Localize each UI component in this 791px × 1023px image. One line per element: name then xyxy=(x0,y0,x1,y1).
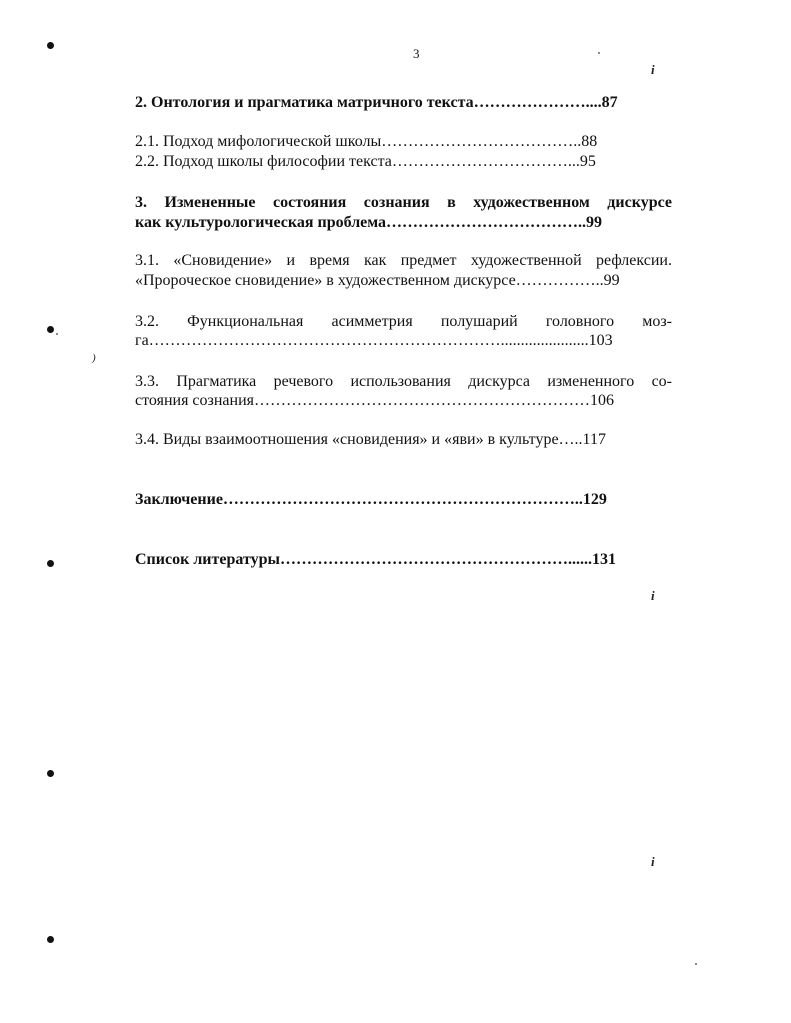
toc-section-3-4: 3.4. Виды взаимоотношения «сновидения» и «яви» в культуре…..117 xyxy=(135,431,606,448)
toc-section-2-2: 2.2. Подход школы философии текста……………………………...95 xyxy=(135,153,596,170)
punch-hole xyxy=(47,326,54,333)
toc-conclusion: Заключение…………………………………………………………..129 xyxy=(135,491,607,508)
toc-bibliography: Список литературы………………………………………………......131 xyxy=(135,551,616,568)
punch-hole xyxy=(47,560,54,567)
toc-section-3-3-line1: 3.3. Прагматика речевого использования дискурса измененного со- xyxy=(135,373,672,390)
toc-chapter-3-line2: как культурологическая проблема………………………………..99 xyxy=(135,214,603,231)
punch-hole xyxy=(47,770,54,777)
scan-mark: ) xyxy=(92,352,96,364)
toc-chapter-2: 2. Онтология и прагматика матричного текста…………………....87 xyxy=(135,94,618,111)
speck xyxy=(56,333,58,335)
toc-section-3-2-line1: 3.2. Функциональная асимметрия полушарий головного моз- xyxy=(135,313,672,330)
punch-hole xyxy=(47,936,54,943)
page-number: 3 xyxy=(413,46,420,61)
toc-section-2-1: 2.1. Подход мифологической школы………………………………..88 xyxy=(135,133,598,150)
speck xyxy=(598,52,600,54)
toc-section-3-1-line2: «Пророческое сновидение» в художественном дискурсе……………..99 xyxy=(135,272,620,289)
toc-section-3-1-line1: 3.1. «Сновидение» и время как предмет художественной рефлексии. xyxy=(135,252,672,269)
toc-section-3-2-line2: га…………………………………………………………......................103 xyxy=(135,332,613,349)
scan-mark: i xyxy=(651,854,655,869)
scan-mark: i xyxy=(651,588,655,603)
scan-mark: i xyxy=(651,62,655,77)
punch-hole xyxy=(47,42,54,49)
speck xyxy=(695,963,697,965)
toc-section-3-3-line2: стояния сознания………………………………………………………106 xyxy=(135,392,614,409)
toc-chapter-3-line1: 3. Измененные состояния сознания в художественном дискурсе xyxy=(135,194,672,211)
